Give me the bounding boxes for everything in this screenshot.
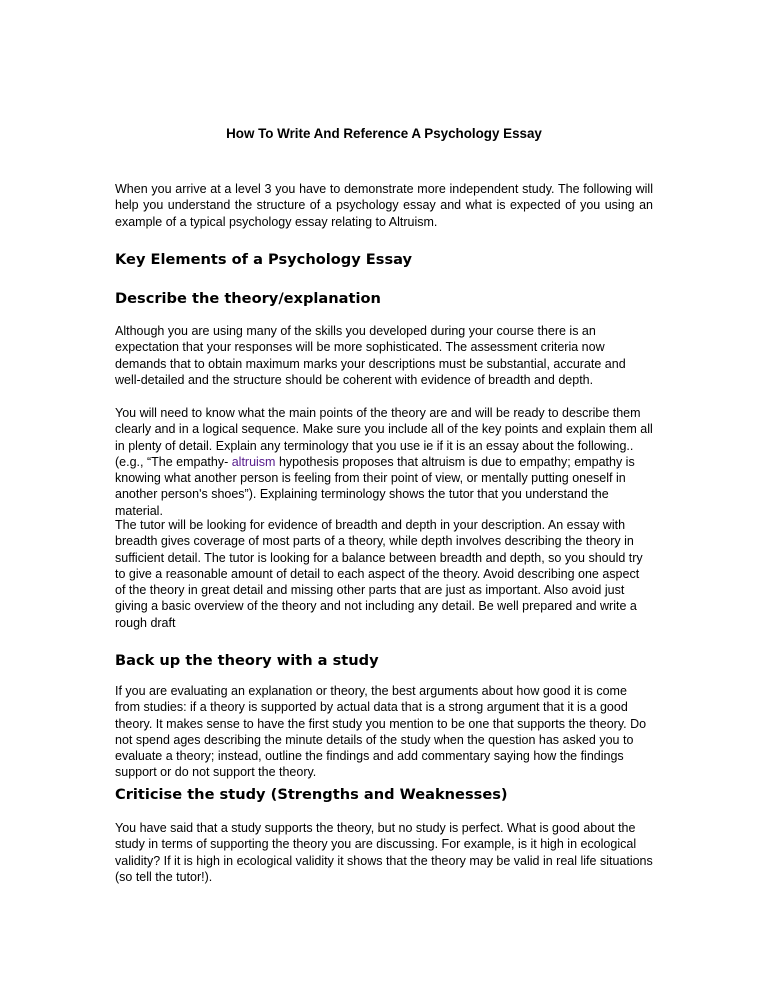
heading-describe-theory: Describe the theory/explanation — [115, 290, 381, 307]
document-title: How To Write And Reference A Psychology Essay — [226, 126, 542, 141]
criticise-paragraph-1: You have said that a study supports the theory, but no study is perfect. What is good about the study in terms of supporting the theory you are discussing. For example, is it high in ecological validity? If it is high in ecological validity it shows that the theory may be valid in real life situations (so tell the tutor!). — [115, 821, 653, 884]
heading-key-elements: Key Elements of a Psychology Essay — [115, 251, 413, 268]
heading-criticise-study: Criticise the study (Strengths and Weaknesses) — [115, 786, 508, 803]
describe-paragraph-2-start: You will need to know what the main points of the theory are and will be ready to describe them clearly and in a logical sequence. Make sure you include all of the key points and explain them all in plenty of detail. Explain any terminology that you use ie if it is an essay about the following..(e.g., “The empathy- — [115, 406, 653, 469]
describe-paragraph-2 — [115, 405, 653, 519]
intro-paragraph: When you arrive at a level 3 you have to demonstrate more independent study. The following will help you understand the structure of a psychology essay and what is expected of you using an example of a typical psychology essay relating to Altruism. — [115, 182, 653, 229]
backup-paragraph-1: If you are evaluating an explanation or theory, the best arguments about how good it is come from studies: if a theory is supported by actual data that is a strong argument that it is a good theory. It makes sense to have the first study you mention to be one that supports the theory. Do not spend ages describing the minute details of the study when the question has asked you to evaluate a theory; instead, outline the findings and add commentary saying how the findings support or do not support the theory. — [115, 684, 647, 780]
describe-paragraph-2-end: hypothesis proposes that altruism is due to empathy; empathy is knowing what another person is feeling from their point of view, or mentally putting oneself in another person's shoes”). Explaining terminology shows the tutor that you understand the material. — [115, 454, 635, 518]
describe-paragraph-3: The tutor will be looking for evidence of breadth and depth in your description. An essay with breadth gives coverage of most parts of a theory, while depth involves describing the theory in sufficient detail. The tutor is looking for a balance between breadth and depth, so you should try to give a reasonable amount of detail to each aspect of the theory. Avoid describing one aspect of the theory in great detail and missing other parts that are just as important. Also avoid just giving a basic overview of the theory and not including any detail. Be well prepared and write a rough draft — [115, 518, 643, 630]
heading-backup-study: Back up the theory with a study — [115, 652, 379, 669]
altruism-link[interactable]: altruism — [231, 454, 276, 469]
describe-paragraph-1: Although you are using many of the skills you developed during your course there is an expectation that your responses will be more sophisticated. The assessment criteria now demands that to obtain maximum marks your descriptions must be substantial, accurate and well-detailed and the structure should be coherent with evidence of breadth and depth. — [115, 324, 626, 387]
